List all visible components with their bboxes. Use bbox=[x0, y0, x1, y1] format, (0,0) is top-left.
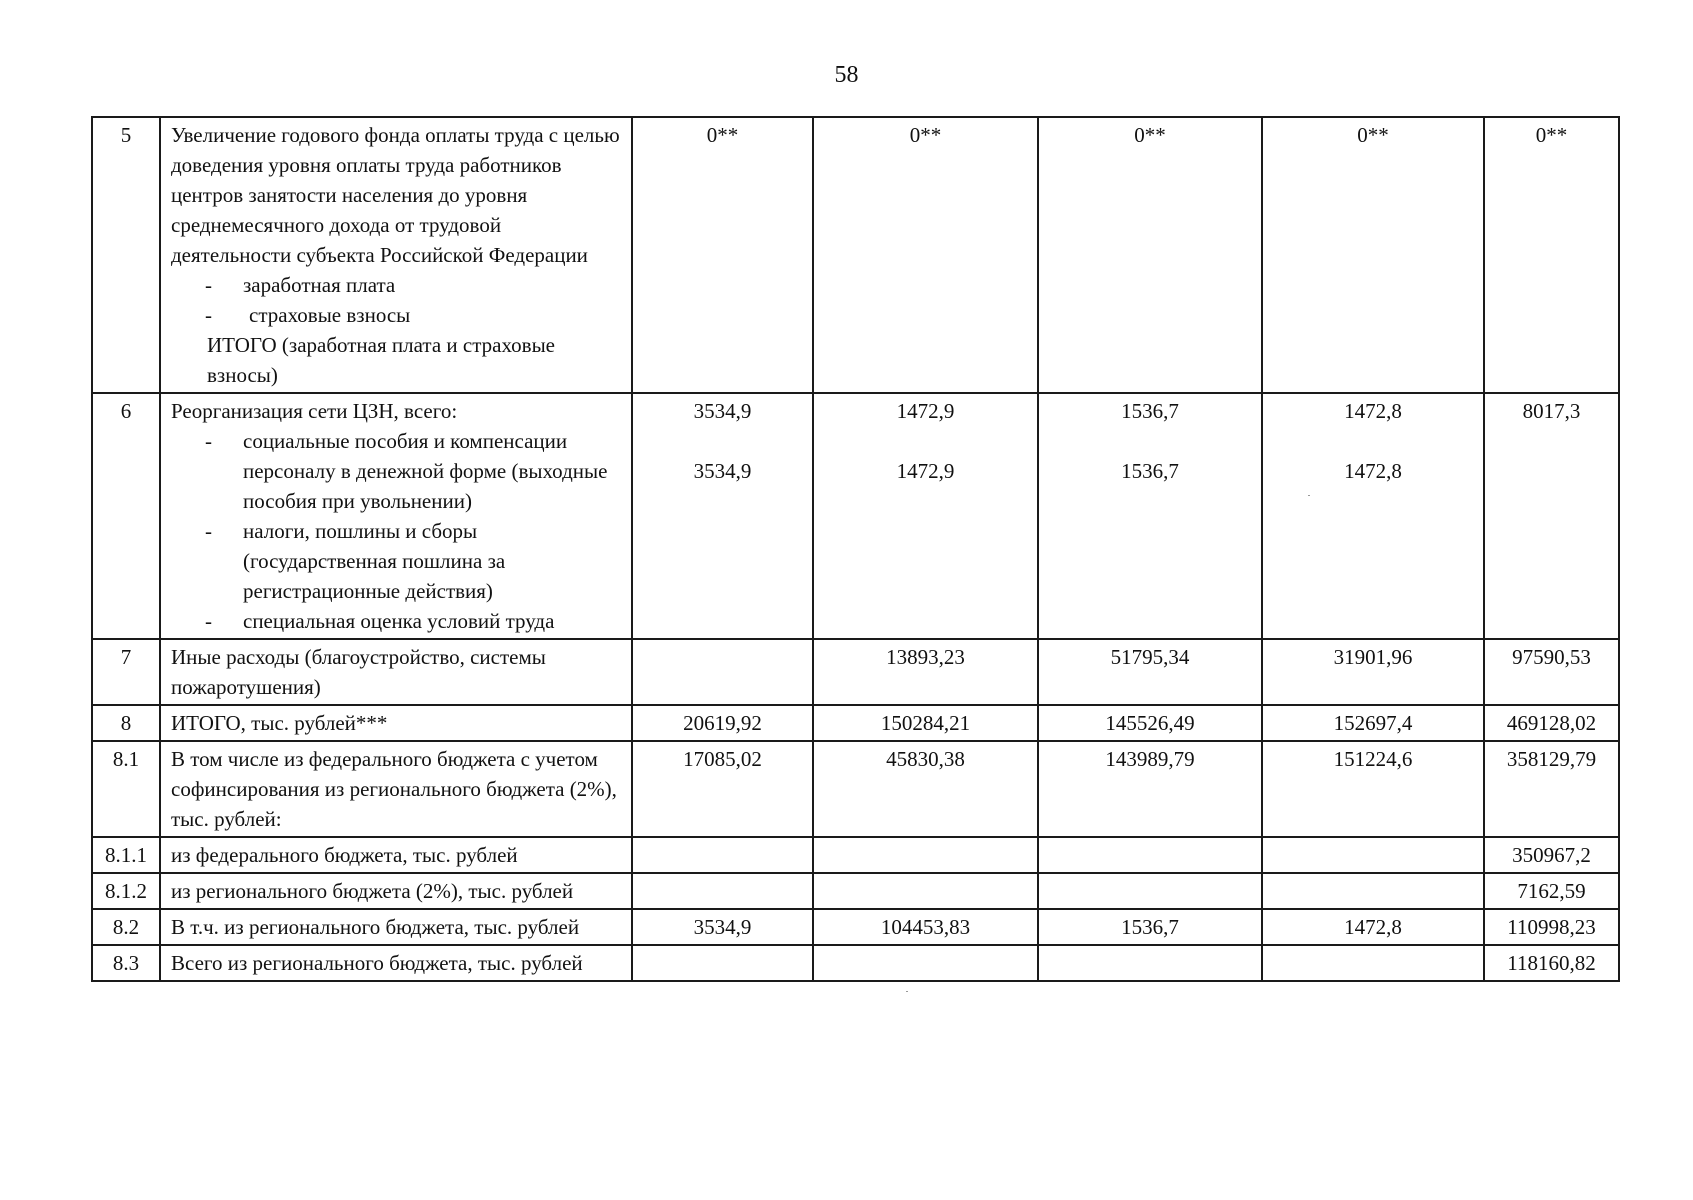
table-cell: 0** bbox=[632, 117, 813, 393]
row-number: 7 bbox=[92, 639, 160, 705]
row-title bbox=[160, 393, 632, 639]
budget-table bbox=[91, 116, 1620, 982]
row-number: 8.1.2 bbox=[92, 873, 160, 909]
table-cell bbox=[813, 873, 1038, 909]
table-row-8-1-2 bbox=[92, 873, 1619, 909]
table-cell: 17085,02 bbox=[632, 741, 813, 837]
table-cell: 1472,9 1472,9 bbox=[813, 393, 1038, 639]
table-cell: 1472,8 1472,8 bbox=[1262, 393, 1484, 639]
table-cell: 45830,38 bbox=[813, 741, 1038, 837]
table-cell: 8017,3 bbox=[1484, 393, 1619, 639]
table-row-8-1-1 bbox=[92, 837, 1619, 873]
table-cell: 1536,7 bbox=[1038, 909, 1262, 945]
row-title: из федерального бюджета, тыс. рублей bbox=[160, 837, 632, 873]
page-number: 58 bbox=[834, 62, 859, 88]
row-title: из регионального бюджета (2%), тыс. рублей bbox=[160, 873, 632, 909]
row-title: В т.ч. из регионального бюджета, тыс. рублей bbox=[160, 909, 632, 945]
list-item: - социальные пособия и компенсации персоналу в денежной форме (выходные пособия при увольнении) bbox=[205, 429, 608, 513]
table-cell: 358129,79 bbox=[1484, 741, 1619, 837]
table-cell: 7162,59 bbox=[1484, 873, 1619, 909]
table-cell: 151224,6 bbox=[1262, 741, 1484, 837]
row-title: Всего из регионального бюджета, тыс. рублей bbox=[160, 945, 632, 981]
table-cell: 3534,9 3534,9 bbox=[632, 393, 813, 639]
table-cell bbox=[1262, 873, 1484, 909]
table-cell: 104453,83 bbox=[813, 909, 1038, 945]
table-row-7 bbox=[92, 639, 1619, 705]
table-cell: 1536,7 1536,7 bbox=[1038, 393, 1262, 639]
row-title-text: Увеличение годового фонда оплаты труда с целью доведения уровня оплаты труда работников центров занятости населения до уровня среднемесячного дохода от трудовой деятельности субъекта Российской Федерации bbox=[171, 123, 620, 267]
table-cell: 31901,96 bbox=[1262, 639, 1484, 705]
table-cell bbox=[1262, 945, 1484, 981]
row-total-label: ИТОГО (заработная плата и страховые взносы) bbox=[207, 333, 556, 387]
table-row-5 bbox=[92, 117, 1619, 393]
scan-speck bbox=[1308, 495, 1310, 496]
row-number: 8.2 bbox=[92, 909, 160, 945]
table-cell bbox=[1038, 873, 1262, 909]
table-cell: 0** bbox=[1484, 117, 1619, 393]
row-number: 8.3 bbox=[92, 945, 160, 981]
table-cell: 13893,23 bbox=[813, 639, 1038, 705]
row-number: 8 bbox=[92, 705, 160, 741]
table-row-8-2 bbox=[92, 909, 1619, 945]
list-item: - специальная оценка условий труда bbox=[205, 609, 555, 633]
table-cell: 97590,53 bbox=[1484, 639, 1619, 705]
table-cell bbox=[632, 873, 813, 909]
row-title: Иные расходы (благоустройство, системы пожаротушения) bbox=[160, 639, 632, 705]
table-cell: 110998,23 bbox=[1484, 909, 1619, 945]
row-title-text: Реорганизация сети ЦЗН, всего: bbox=[171, 399, 458, 423]
table-cell: 350967,2 bbox=[1484, 837, 1619, 873]
row-number: 8.1.1 bbox=[92, 837, 160, 873]
row-number: 6 bbox=[92, 393, 160, 639]
table-cell: 0** bbox=[813, 117, 1038, 393]
table-cell bbox=[813, 837, 1038, 873]
table-cell bbox=[1262, 837, 1484, 873]
table-cell: 145526,49 bbox=[1038, 705, 1262, 741]
row-title bbox=[160, 117, 632, 393]
table-cell: 469128,02 bbox=[1484, 705, 1619, 741]
row-number: 8.1 bbox=[92, 741, 160, 837]
table-cell: 3534,9 bbox=[632, 909, 813, 945]
list-item: - заработная плата bbox=[205, 273, 396, 297]
table-cell bbox=[813, 945, 1038, 981]
table-cell: 20619,92 bbox=[632, 705, 813, 741]
table-row-8-1 bbox=[92, 741, 1619, 837]
table-row-6 bbox=[92, 393, 1619, 639]
table-cell: 1472,8 bbox=[1262, 909, 1484, 945]
table-cell: 0** bbox=[1262, 117, 1484, 393]
table-cell: 143989,79 bbox=[1038, 741, 1262, 837]
table-cell: 0** bbox=[1038, 117, 1262, 393]
table-cell: 118160,82 bbox=[1484, 945, 1619, 981]
row-title: В том числе из федерального бюджета с учетом софинсирования из регионального бюджета (2%), тыс. рублей: bbox=[160, 741, 632, 837]
row-number: 5 bbox=[92, 117, 160, 393]
table-cell bbox=[632, 639, 813, 705]
table-cell: 152697,4 bbox=[1262, 705, 1484, 741]
row-title: ИТОГО, тыс. рублей*** bbox=[160, 705, 632, 741]
table-cell bbox=[632, 945, 813, 981]
table-cell: 150284,21 bbox=[813, 705, 1038, 741]
table-cell bbox=[1038, 837, 1262, 873]
list-item: - налоги, пошлины и сборы (государственная пошлина за регистрационные действия) bbox=[205, 519, 506, 603]
list-item: - страховые взносы bbox=[205, 303, 411, 327]
table-cell bbox=[1038, 945, 1262, 981]
table-cell: 51795,34 bbox=[1038, 639, 1262, 705]
table-row-8-3 bbox=[92, 945, 1619, 981]
table-cell bbox=[632, 837, 813, 873]
table-row-8 bbox=[92, 705, 1619, 741]
scan-speck bbox=[906, 991, 908, 992]
